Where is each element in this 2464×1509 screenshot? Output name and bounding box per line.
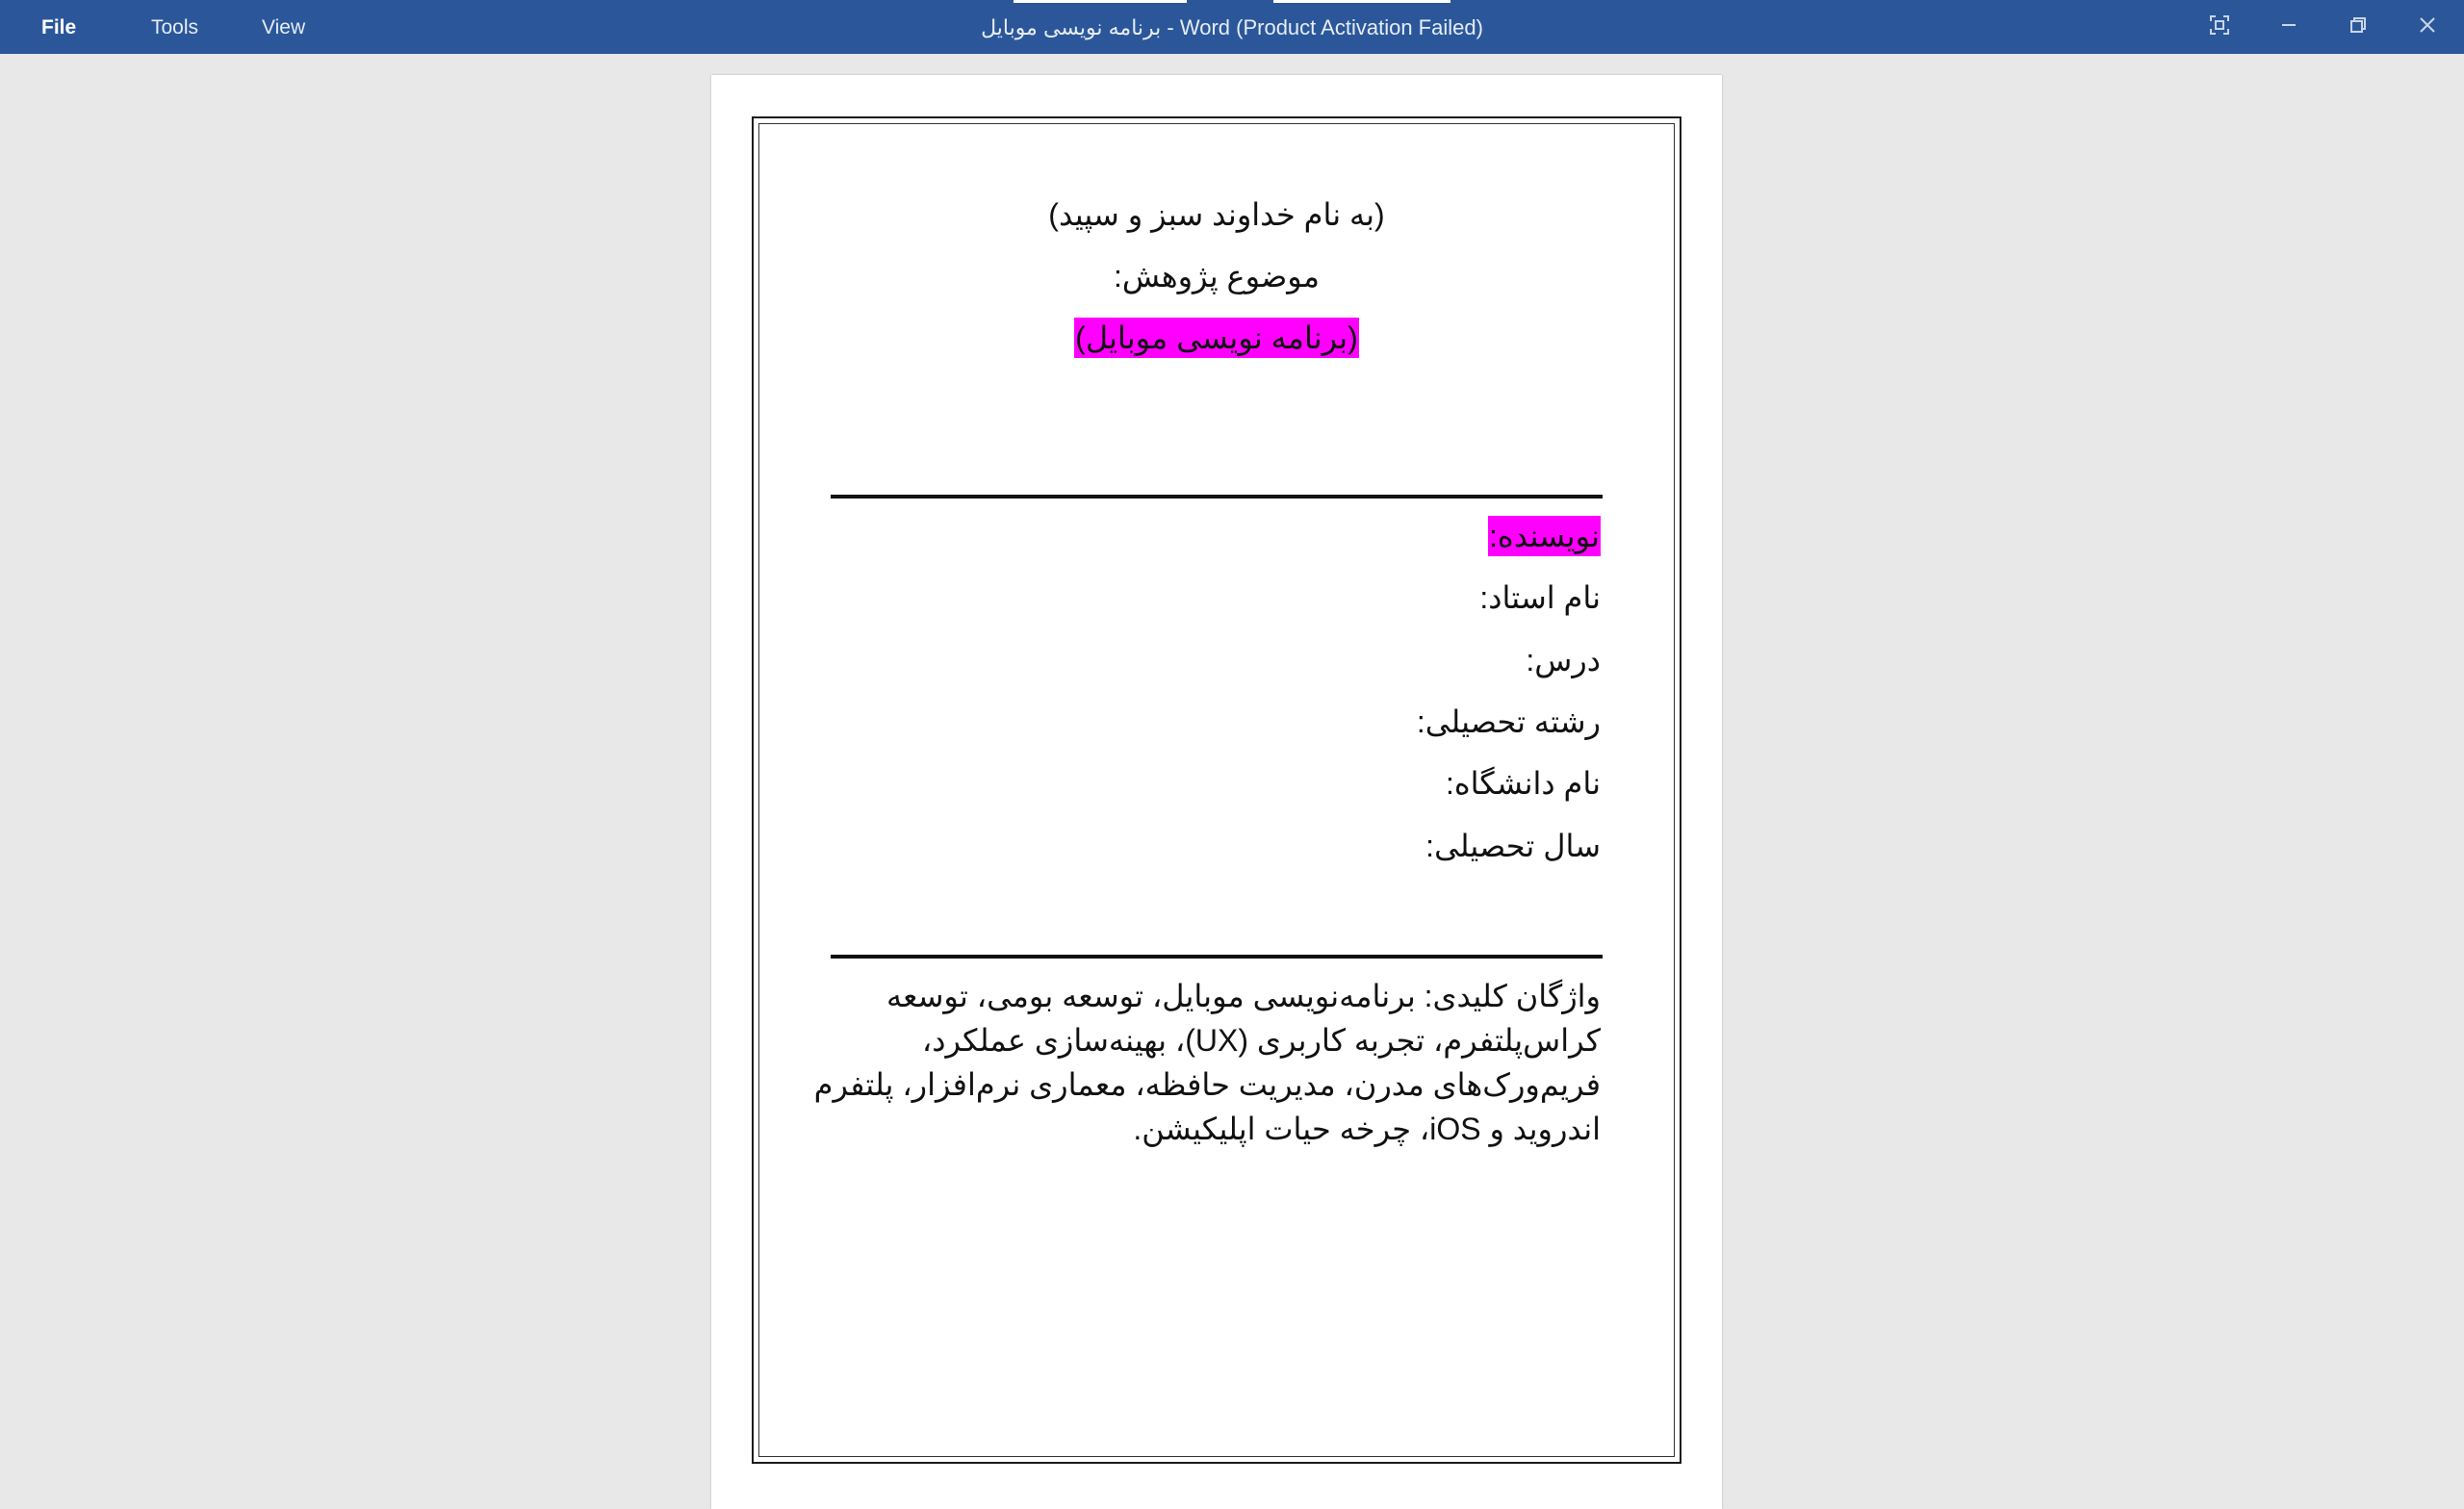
keywords-line: اندروید و iOS، چرخه حیات اپلیکیشن. [1133,1112,1601,1146]
keywords-line: کراس‌پلتفرم، تجربه کاربری (UX)، بهینه‌سازی عملکرد، [921,1023,1601,1058]
keywords-paragraph [813,974,1601,1151]
header-line: (به نام خداوند سبز و سپید) [1048,197,1385,232]
menu-view[interactable]: View [262,16,306,38]
minimize-button[interactable] [2254,0,2323,50]
university-field: نام دانشگاه: [1445,766,1601,801]
author-field-wrapper [1488,518,1601,554]
window-title: برنامه نویسی موبایل - Word (Product Activation Failed) [981,15,1483,39]
document-page[interactable] [711,75,1722,1509]
academic-year-field: سال تحصیلی: [1425,829,1601,863]
topic-label: موضوع پژوهش: [1114,259,1320,294]
divider-bottom [831,955,1603,959]
restore-icon [2348,15,2368,35]
topic-value: (برنامه نویسی موبایل) [1074,318,1359,358]
author-field: نویسنده: [1488,516,1601,556]
restore-button[interactable] [2323,0,2393,50]
close-button[interactable] [2393,0,2462,50]
title-indicator-left [1014,0,1187,3]
title-indicator-right [1273,0,1450,3]
course-field: درس: [1526,643,1601,678]
topic-value-wrapper [711,320,1722,356]
minimize-icon [2279,15,2298,35]
divider-top [831,495,1603,499]
title-bar [0,0,2464,54]
menu-tools[interactable]: Tools [151,16,199,38]
major-field: رشته تحصیلی: [1416,704,1601,739]
focus-mode-button[interactable] [2185,0,2254,50]
close-icon [2418,15,2437,35]
keywords-line: فریم‌ورک‌های مدرن، مدیریت حافظه، معماری نرم‌افزار، پلتفرم [813,1067,1601,1102]
keywords-line: واژگان کلیدی: برنامه‌نویسی موبایل، توسعه بومی، توسعه [886,979,1601,1013]
menu-file[interactable]: File [41,16,77,38]
focus-mode-icon [2209,14,2230,36]
professor-field: نام استاد: [1479,580,1601,615]
